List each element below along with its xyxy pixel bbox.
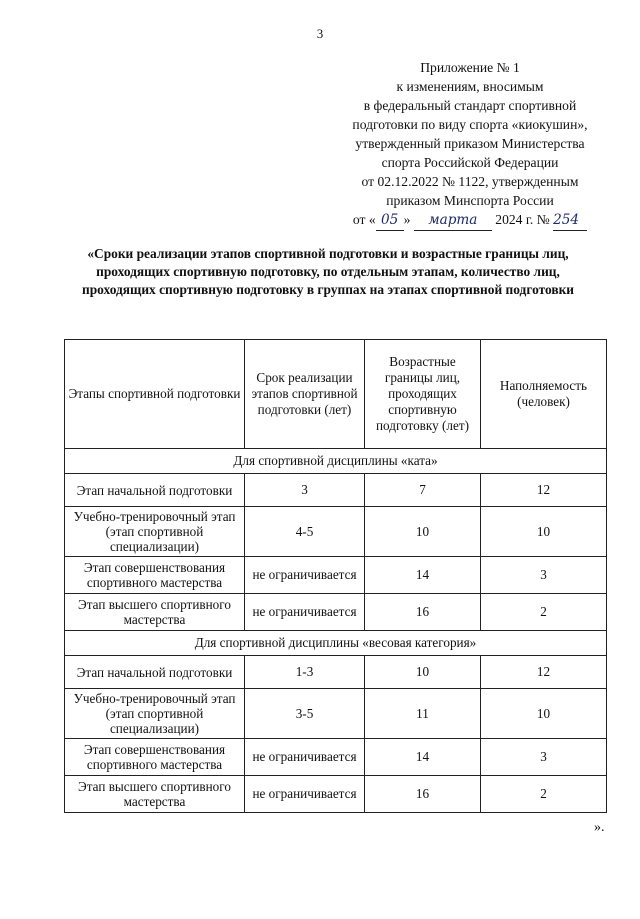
group-title: Для спортивной дисциплины «весовая категория» [65,631,607,656]
header-term: Срок реализации этапов спортивной подготовки (лет) [245,340,365,449]
cell-term: не ограничивается [245,594,365,631]
cell-stage: Этап начальной подготовки [65,656,245,689]
date-prefix: от « [352,212,376,227]
group-title-row [65,449,607,474]
cell-term: не ограничивается [245,776,365,813]
annex-block [336,58,604,231]
cell-term: 3 [245,474,365,507]
annex-line: подготовки по виду спорта «киокушин», [352,117,588,132]
annex-line: приказом Минспорта России [386,193,554,208]
handwritten-day: 05 [376,211,404,231]
handwritten-order-number: 254 [553,211,587,231]
cell-stage: Этап высшего спортивного мастерства [65,594,245,631]
cell-age: 14 [365,557,481,594]
cell-stage: Этап начальной подготовки [65,474,245,507]
cell-age: 7 [365,474,481,507]
closing-quote-mark: ». [594,820,605,835]
cell-term: 4-5 [245,507,365,557]
cell-count: 3 [481,557,607,594]
table-row [65,557,607,594]
table-row [65,739,607,776]
table-header-row [65,340,607,449]
cell-age: 10 [365,507,481,557]
cell-count: 2 [481,776,607,813]
annex-line: от 02.12.2022 № 1122, утвержденным [361,174,579,189]
header-age: Возрастные границы лиц, проходящих спортивную подготовку (лет) [365,340,481,449]
table-row [65,474,607,507]
stages-table [64,339,607,813]
header-stage: Этапы спортивной подготовки [65,340,245,449]
page-number: 3 [316,26,324,41]
cell-age: 16 [365,776,481,813]
order-date-line [336,210,604,231]
annex-line: утвержденный приказом Министерства [355,136,585,151]
table-row [65,507,607,557]
cell-stage: Этап совершенствования спортивного мастерства [65,739,245,776]
date-quote-close: » [403,212,411,227]
cell-stage: Учебно-тренировочный этап (этап спортивной специализации) [65,689,245,739]
table-row [65,776,607,813]
cell-age: 16 [365,594,481,631]
date-year: 2024 г. № [495,212,550,227]
cell-count: 12 [481,656,607,689]
group-title: Для спортивной дисциплины «ката» [65,449,607,474]
handwritten-month: марта [414,211,492,231]
annex-line: спорта Российской Федерации [381,155,559,170]
table-row [65,656,607,689]
cell-term: 1-3 [245,656,365,689]
annex-line: Приложение № 1 [420,60,520,75]
cell-count: 10 [481,507,607,557]
annex-line: в федеральный стандарт спортивной [363,98,577,113]
document-heading: «Сроки реализации этапов спортивной подготовки и возрастные границы лиц, проходящих спортивную подготовку, по отдельным этапам, количество лиц, проходящих спортивную подготовку в группах на этапах спортивной подготовки [81,246,575,297]
cell-term: не ограничивается [245,739,365,776]
cell-term: 3-5 [245,689,365,739]
cell-stage: Этап высшего спортивного мастерства [65,776,245,813]
cell-stage: Учебно-тренировочный этап (этап спортивной специализации) [65,507,245,557]
cell-age: 14 [365,739,481,776]
header-count: Наполняемость (человек) [481,340,607,449]
cell-age: 11 [365,689,481,739]
cell-stage: Этап совершенствования спортивного мастерства [65,557,245,594]
cell-age: 10 [365,656,481,689]
table-row [65,594,607,631]
annex-line: к изменениям, вносимым [396,79,544,94]
cell-term: не ограничивается [245,557,365,594]
table-row [65,689,607,739]
cell-count: 3 [481,739,607,776]
cell-count: 2 [481,594,607,631]
group-title-row [65,631,607,656]
cell-count: 10 [481,689,607,739]
cell-count: 12 [481,474,607,507]
